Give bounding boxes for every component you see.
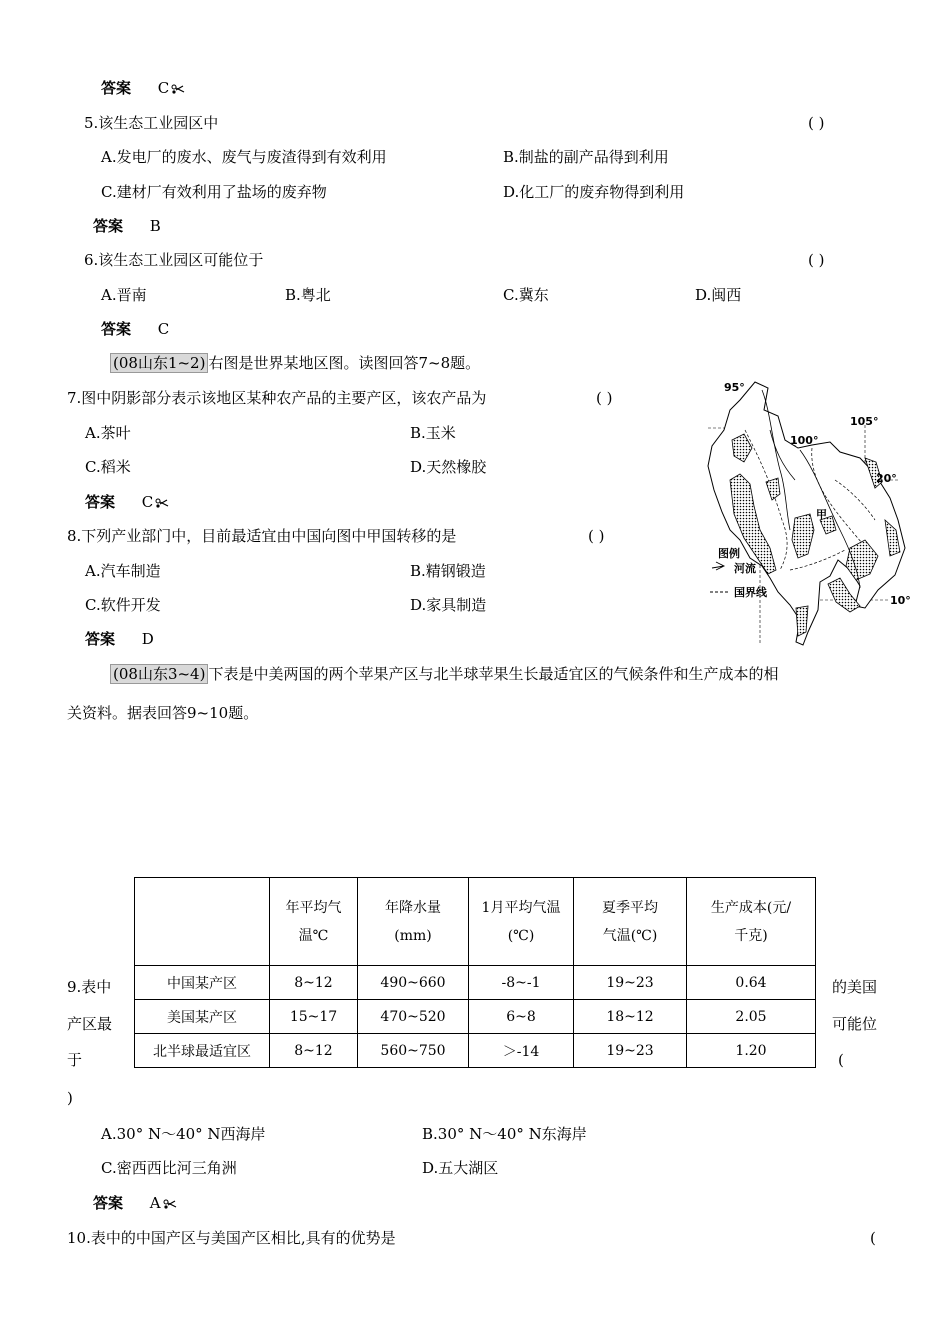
question-8-stem: 8.下列产业部门中，目前最适宜由中国向图中甲国转移的是 [67, 527, 457, 545]
table-cell: 中国某产区 [135, 966, 270, 1000]
option-c: C.建材厂有效利用了盐场的废弃物 [101, 183, 327, 201]
option-a: A.汽车制造 [85, 562, 161, 580]
legend-title: 图例 [718, 547, 740, 560]
table-header-cell: 年平均气温℃ [270, 878, 358, 966]
answer-paren: ( ) [808, 251, 825, 269]
option-d: D.闽西 [695, 286, 742, 304]
answer-label: 答案 [85, 630, 116, 648]
question-7-stem: 7.图中阴影部分表示该地区某种农产品的主要产区，该农产品为 [67, 389, 487, 407]
answer-paren: ) [67, 1089, 73, 1107]
scissors-icon [163, 1199, 177, 1209]
lat-20-label: 20° [876, 472, 897, 485]
option-d: D.五大湖区 [422, 1159, 499, 1177]
intro-7-8 [110, 353, 480, 373]
question-9-text: 产区最 [67, 1015, 113, 1033]
table-row [135, 966, 816, 1000]
question-9-text: 可能位 [832, 1015, 878, 1033]
answer-paren: ( ) [596, 389, 613, 407]
option-d: D.家具制造 [410, 596, 487, 614]
answer-value: B [149, 217, 161, 235]
option-b: B.30° N～40° N东海岸 [422, 1125, 587, 1143]
table-cell: 6~8 [469, 1000, 574, 1034]
table-header-cell: 年降水量(mm) [358, 878, 469, 966]
option-d: D.天然橡胶 [410, 458, 487, 476]
answer-value: D [141, 630, 154, 648]
question-9-text: 9.表中 [67, 978, 112, 996]
table-cell: 0.64 [687, 966, 816, 1000]
table-cell: 560~750 [358, 1034, 469, 1068]
intro-text: 下表是中美两国的两个苹果产区与北半球苹果生长最适宜区的气候条件和生产成本的相 [208, 665, 779, 683]
option-a: A.茶叶 [85, 424, 131, 442]
question-9-text: 于 [67, 1051, 83, 1069]
table-cell: 1.20 [687, 1034, 816, 1068]
source-tag: (08山东1~2) [110, 353, 208, 373]
scissors-icon [171, 84, 185, 94]
table-header-cell [135, 878, 270, 966]
table-cell: 8~12 [270, 1034, 358, 1068]
answer-paren: ( ) [588, 527, 605, 545]
scissors-icon [155, 498, 169, 508]
answer-row-7 [85, 492, 169, 512]
option-c: C.稻米 [85, 458, 131, 476]
answer-label: 答案 [101, 79, 132, 97]
source-tag: (08山东3~4) [110, 664, 208, 684]
option-c: C.冀东 [503, 286, 549, 304]
option-c: C.软件开发 [85, 596, 161, 614]
climate-cost-table [134, 877, 816, 1068]
table-cell: -8~-1 [469, 966, 574, 1000]
option-b: B.精钢锻造 [410, 562, 486, 580]
question-6-stem: 6.该生态工业园区可能位于 [84, 251, 264, 269]
question-9-text: 的美国 [832, 978, 878, 996]
answer-value: C [157, 79, 170, 97]
option-c: C.密西西比河三角洲 [101, 1159, 237, 1177]
table-cell: 15~17 [270, 1000, 358, 1034]
answer-value: A [149, 1194, 161, 1212]
intro-text: 右图是世界某地区图。读图回答7~8题。 [208, 354, 481, 372]
table-cell: 北半球最适宜区 [135, 1034, 270, 1068]
table-header-cell: 夏季平均气温(℃) [574, 878, 687, 966]
table-cell: 8~12 [270, 966, 358, 1000]
table-header-cell: 生产成本(元/千克) [687, 878, 816, 966]
answer-value: C [141, 493, 154, 511]
option-d: D.化工厂的废弃物得到利用 [503, 183, 685, 201]
table-cell: 19~23 [574, 966, 687, 1000]
option-a: A.30° N～40° N西海岸 [101, 1125, 266, 1143]
answer-row-6 [101, 319, 169, 339]
answer-paren: ( ) [808, 114, 825, 132]
intro-9-10 [110, 664, 778, 684]
option-b: B.制盐的副产品得到利用 [503, 148, 669, 166]
table-cell: ＞-14 [469, 1034, 574, 1068]
option-b: B.玉米 [410, 424, 456, 442]
southeast-asia-map [700, 370, 922, 652]
jia-country-label: 甲 [816, 508, 827, 521]
lon-105-label: 105° [850, 415, 879, 428]
answer-row-8 [85, 629, 154, 649]
lon-95-label: 95° [724, 381, 745, 394]
intro-9-10-line2: 关资料。据表回答9~10题。 [67, 704, 259, 722]
table-header-cell: 1月平均气温(℃) [469, 878, 574, 966]
table-cell: 490~660 [358, 966, 469, 1000]
legend-river-symbol [712, 562, 724, 570]
legend-border-label: 国界线 [734, 586, 767, 599]
table-cell: 美国某产区 [135, 1000, 270, 1034]
answer-value: C [157, 320, 170, 338]
answer-label: 答案 [101, 320, 132, 338]
answer-label: 答案 [93, 1194, 124, 1212]
table-row [135, 1034, 816, 1068]
answer-label: 答案 [85, 493, 116, 511]
table-header-row [135, 878, 816, 966]
question-10-stem: 10.表中的中国产区与美国产区相比,具有的优势是 [67, 1229, 396, 1247]
answer-paren: ( [870, 1229, 876, 1247]
answer-label: 答案 [93, 217, 124, 235]
table-cell: 2.05 [687, 1000, 816, 1034]
question-5-stem: 5.该生态工业园区中 [84, 114, 219, 132]
option-b: B.粤北 [285, 286, 331, 304]
answer-row-4 [101, 78, 185, 98]
option-a: A.晋南 [101, 286, 147, 304]
lat-10-label: 10° [890, 594, 911, 607]
table-row [135, 1000, 816, 1034]
table-cell: 18~12 [574, 1000, 687, 1034]
answer-row-5 [93, 216, 161, 236]
option-a: A.发电厂的废水、废气与废渣得到有效利用 [101, 148, 387, 166]
table-cell: 19~23 [574, 1034, 687, 1068]
answer-row-9 [93, 1193, 177, 1213]
answer-paren: ( [838, 1051, 844, 1069]
legend-river-label: 河流 [734, 562, 756, 575]
table-cell: 470~520 [358, 1000, 469, 1034]
lon-100-label: 100° [790, 434, 819, 447]
